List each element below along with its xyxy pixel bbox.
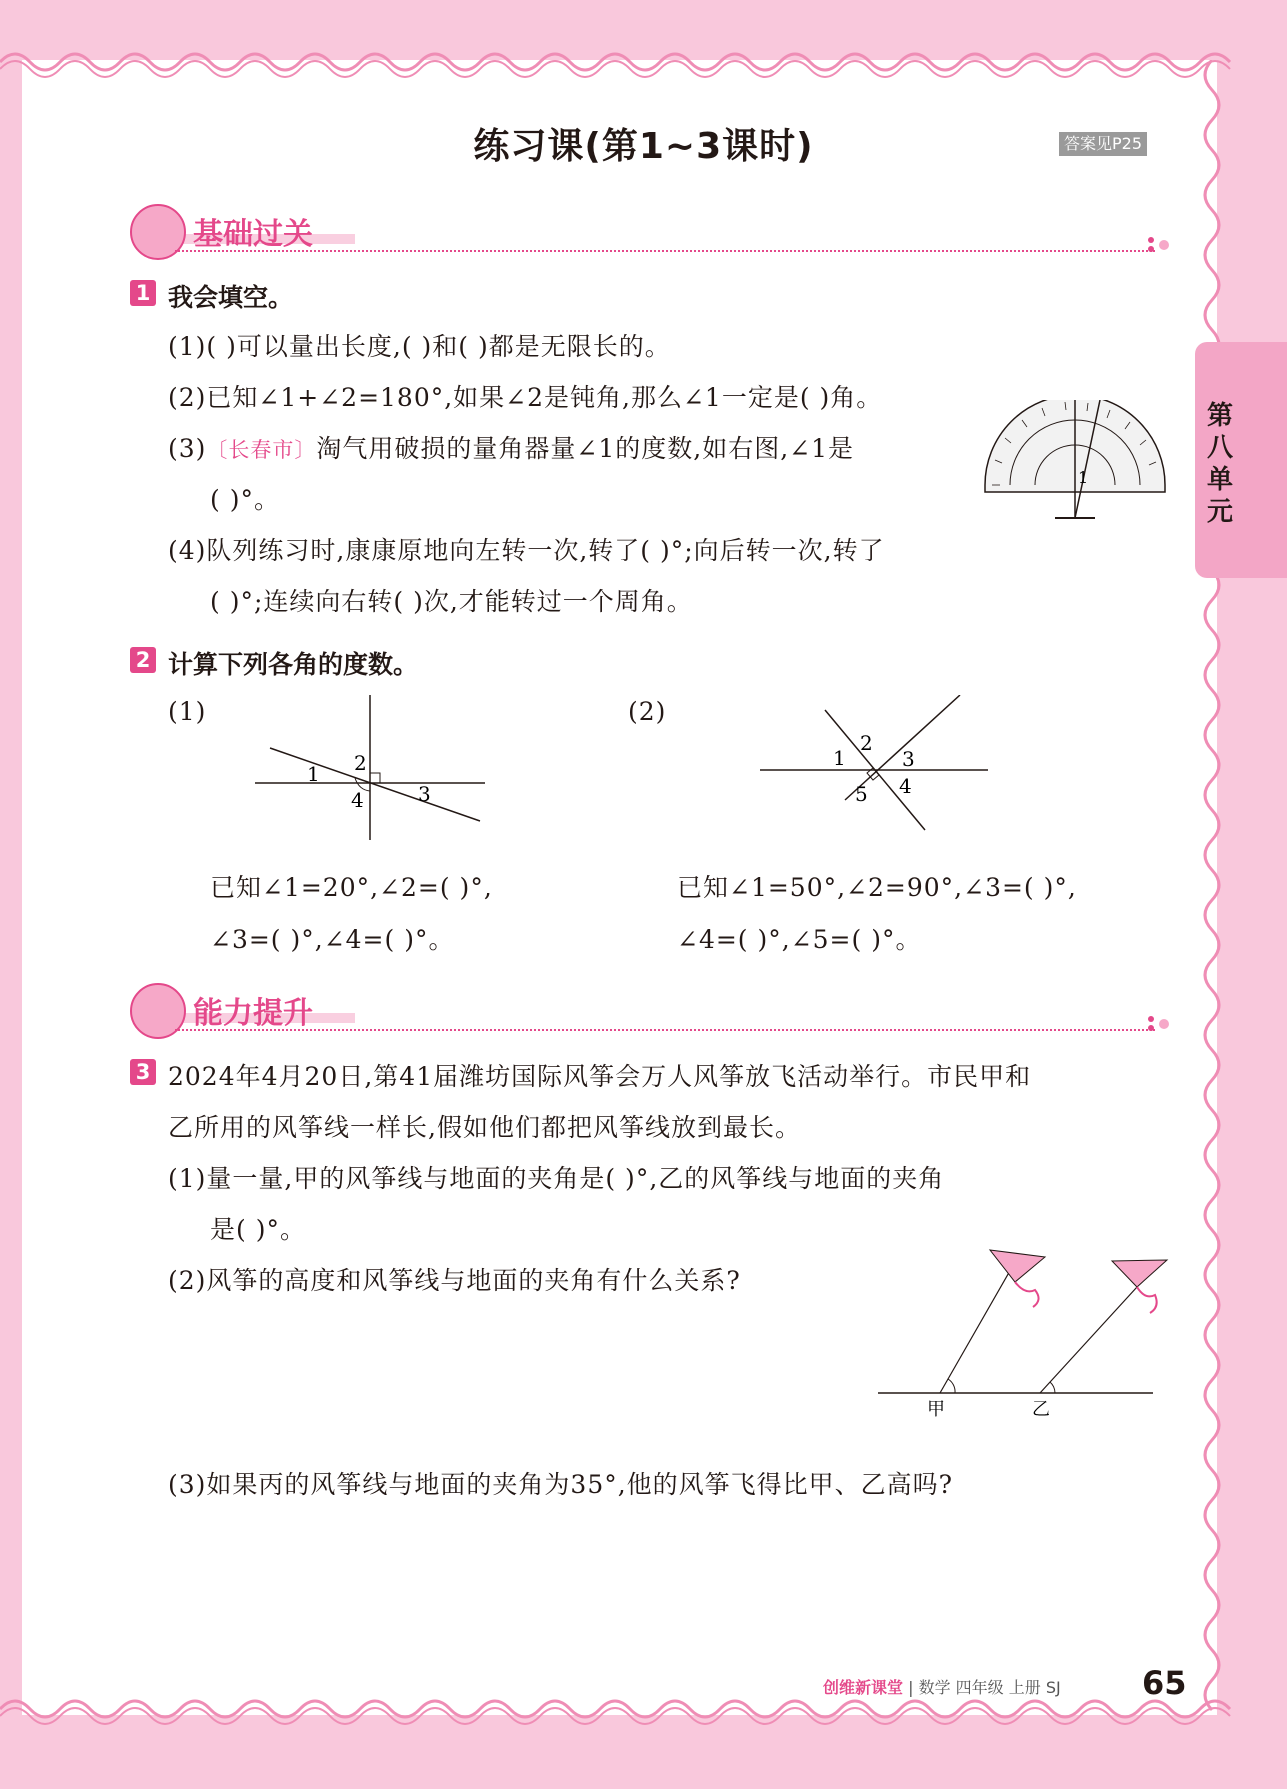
- decorative-wave-right: [1198, 60, 1238, 1715]
- answer-reference-badge: 答案见P25: [1059, 132, 1147, 156]
- kite-person-jia-label: 甲: [927, 1399, 945, 1420]
- q3-sub-1: (1)量一量,甲的风筝线与地面的夹角是( )°,乙的风筝线与地面的夹角: [168, 1164, 945, 1193]
- dots-decoration-icon: [1145, 234, 1175, 254]
- q3-sub-2: (2)风筝的高度和风筝线与地面的夹角有什么关系?: [168, 1266, 741, 1295]
- q2-part-1-label: (1): [168, 697, 207, 726]
- section-divider: [175, 250, 1155, 252]
- q2-part-2-given: 已知∠1=50°,∠2=90°,∠3=( )°,: [677, 873, 1077, 902]
- unit-side-label: 第八单元: [1206, 401, 1233, 527]
- q1-item-3-prefix: (3): [168, 434, 207, 463]
- q1-item-3: [168, 429, 854, 465]
- section-divider: [175, 1029, 1155, 1031]
- region-tag: 〔长春市〕: [206, 438, 317, 462]
- q1-item-3-text: 淘气用破损的量角器量∠1的度数,如右图,∠1是: [316, 434, 855, 463]
- q1-item-3-blank: ( )°。: [210, 485, 280, 514]
- q1-item-1: (1)( )可以量出长度,( )和( )都是无限长的。: [168, 332, 671, 361]
- q1-item-4-cont: ( )°;连续向右转( )次,才能转过一个周角。: [210, 587, 693, 616]
- fig1-angle-3: 3: [418, 782, 431, 806]
- fig1-angle-4: 4: [351, 788, 364, 812]
- fig2-angle-1: 1: [833, 746, 846, 770]
- fig2-angle-4: 4: [899, 774, 912, 798]
- footer-info: [823, 1675, 1061, 1698]
- q3-intro-line-1: 2024年4月20日,第41届潍坊国际风筝会万人风筝放飞活动举行。市民甲和: [168, 1062, 1032, 1091]
- q3-sub-1-cont: 是( )°。: [210, 1215, 306, 1244]
- intersecting-lines-figure-1: [255, 695, 495, 845]
- q1-item-4: (4)队列练习时,康康原地向左转一次,转了( )°;向后转一次,转了: [168, 536, 885, 565]
- decorative-wave-top: [0, 42, 1287, 82]
- page-title: 练习课(第1~3课时): [473, 126, 814, 167]
- broken-protractor-figure: [980, 400, 1170, 530]
- q2-part-1-answers: ∠3=( )°,∠4=( )°。: [210, 925, 455, 954]
- q2-part-2-label: (2): [628, 697, 667, 726]
- q3-sub-3: (3)如果丙的风筝线与地面的夹角为35°,他的风筝飞得比甲、乙高吗?: [168, 1470, 954, 1499]
- intersecting-lines-figure-2: [760, 695, 992, 835]
- fig2-angle-3: 3: [902, 747, 915, 771]
- page-number: 65: [1142, 1664, 1187, 1702]
- dots-decoration-icon: [1145, 1013, 1175, 1033]
- footer-book-info: 数学 四年级 上册 SJ: [918, 1678, 1061, 1697]
- question-number-3: 3: [130, 1059, 156, 1085]
- question-number-2: 2: [130, 647, 156, 673]
- q1-item-2: (2)已知∠1+∠2=180°,如果∠2是钝角,那么∠1一定是( )角。: [168, 383, 883, 412]
- q2-part-2-answers: ∠4=( )°,∠5=( )°。: [677, 925, 922, 954]
- fig2-angle-2: 2: [860, 731, 873, 755]
- decorative-wave-bottom: [0, 1695, 1287, 1735]
- kites-figure: [875, 1245, 1175, 1425]
- kite-person-yi-label: 乙: [1032, 1399, 1050, 1420]
- question-1-heading: 我会填空。: [168, 283, 294, 312]
- q3-intro-line-2: 乙所用的风筝线一样长,假如他们都把风筝线放到最长。: [168, 1113, 801, 1142]
- footer-separator: |: [903, 1678, 919, 1697]
- fig1-angle-2: 2: [354, 751, 367, 775]
- q2-part-1-given: 已知∠1=20°,∠2=( )°,: [210, 873, 493, 902]
- fig1-angle-1: 1: [307, 762, 320, 786]
- fig2-angle-5: 5: [855, 782, 868, 806]
- section-title-basic: 基础过关: [193, 217, 313, 252]
- question-2-heading: 计算下列各角的度数。: [168, 650, 419, 679]
- footer-brand: 创维新课堂: [823, 1678, 904, 1697]
- question-number-1: 1: [130, 280, 156, 306]
- section-title-advanced: 能力提升: [193, 996, 313, 1031]
- protractor-angle-label: 1: [1078, 468, 1089, 487]
